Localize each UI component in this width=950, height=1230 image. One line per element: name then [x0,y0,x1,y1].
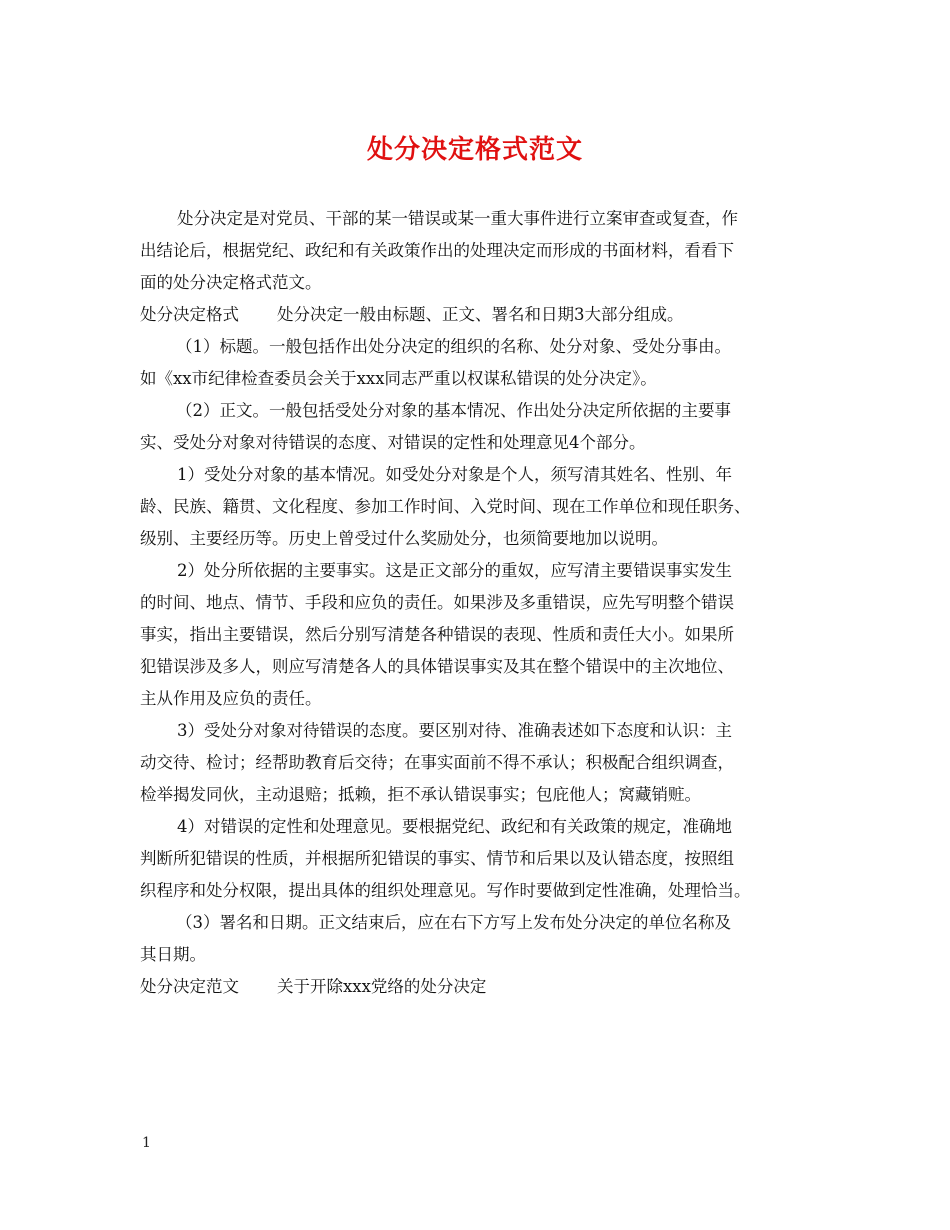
line-text: 出结论后，根据党纪、政纪和有关政策作出的处理决定而形成的书面材料，看看下 [140,241,734,260]
text-line [140,779,830,811]
line-text: 1）受处分对象的基本情况。如受处分对象是个人，须写清其姓名、性别、年 [177,465,732,484]
text-line [140,491,830,523]
text-line [140,683,830,715]
text-line [140,203,830,235]
line-text: 级别、主要经历等。历史上曾受过什么奖励处分，也须简要地加以说明。 [140,529,668,548]
text-line [140,331,830,363]
text-line [140,875,830,907]
line-text: 动交待、检讨；经帮助教育后交待；在事实面前不得不承认；积极配合组织调查， [140,753,734,772]
text-line [140,747,830,779]
line-text: 事实，指出主要错误，然后分别写清楚各种错误的表现、性质和责任大小。如果所 [140,625,734,644]
line-text: 3）受处分对象对待错误的态度。要区别对待、准确表述如下态度和认识：主 [177,721,732,740]
text-line [140,363,830,395]
line-text: 其日期。 [140,945,206,964]
line-text: 龄、民族、籍贯、文化程度、参加工作时间、入党时间、现在工作单位和现任职务、 [140,497,751,516]
line-text: （3）署名和日期。正文结束后，应在右下方写上发布处分决定的单位名称及 [176,913,731,932]
document-body [140,203,830,1003]
text-line [140,235,830,267]
text-line [140,651,830,683]
text-line [140,715,830,747]
line-text: 主从作用及应负的责任。 [140,689,322,708]
section-label: 处分决定格式 [140,305,239,324]
line-text: （1）标题。一般包括作出处分决定的组织的名称、处分对象、受处分事由。 [176,337,731,356]
text-line [140,811,830,843]
text-line [140,907,830,939]
section-label: 处分决定范文 [140,977,239,996]
text-line [140,587,830,619]
line-text: 检举揭发同伙，主动退赔；抵赖，拒不承认错误事实；包庇他人；窝藏销赃。 [140,785,701,804]
text-line [140,971,830,1003]
page-number: 1 [142,1135,151,1151]
line-text: 犯错误涉及多人，则应写清楚各人的具体错误事实及其在整个错误中的主次地位、 [140,657,734,676]
line-text: 2）处分所依据的主要事实。这是正文部分的重奴，应写清主要错误事实发生 [177,561,732,580]
line-text: 面的处分决定格式范文。 [140,273,322,292]
text-line [140,523,830,555]
line-text: 处分决定是对党员、干部的某一错误或某一重大事件进行立案审查或复查，作 [177,209,738,228]
text-line [140,427,830,459]
text-line [140,267,830,299]
line-text: （2）正文。一般包括受处分对象的基本情况、作出处分决定所依据的主要事 [176,401,731,420]
text-line [140,619,830,651]
text-line [140,459,830,491]
text-line [140,395,830,427]
line-text: 实、受处分对象对待错误的态度、对错误的定性和处理意见4个部分。 [140,433,646,452]
line-text: 4）对错误的定性和处理意见。要根据党纪、政纪和有关政策的规定，准确地 [177,817,732,836]
text-line [140,555,830,587]
line-text: 的时间、地点、情节、手段和应负的责任。如果涉及多重错误，应先写明整个错误 [140,593,734,612]
document-title: 处分决定格式范文 [366,135,583,165]
line-text: 织程序和处分权限，提出具体的组织处理意见。写作时要做到定性准确，处理恰当。 [140,881,751,900]
text-line [140,843,830,875]
text-line [140,299,830,331]
text-line [140,939,830,971]
line-text: 处分决定一般由标题、正文、署名和日期3大部分组成。 [277,305,684,324]
line-text: 关于开除xxx党络的处分决定 [277,977,487,996]
line-text: 判断所犯错误的性质，并根据所犯错误的事实、情节和后果以及认错态度，按照组 [140,849,734,868]
line-text: 如《xx市纪律检查委员会关于xxx同志严重以权谋私错误的处分决定》。 [140,369,657,388]
